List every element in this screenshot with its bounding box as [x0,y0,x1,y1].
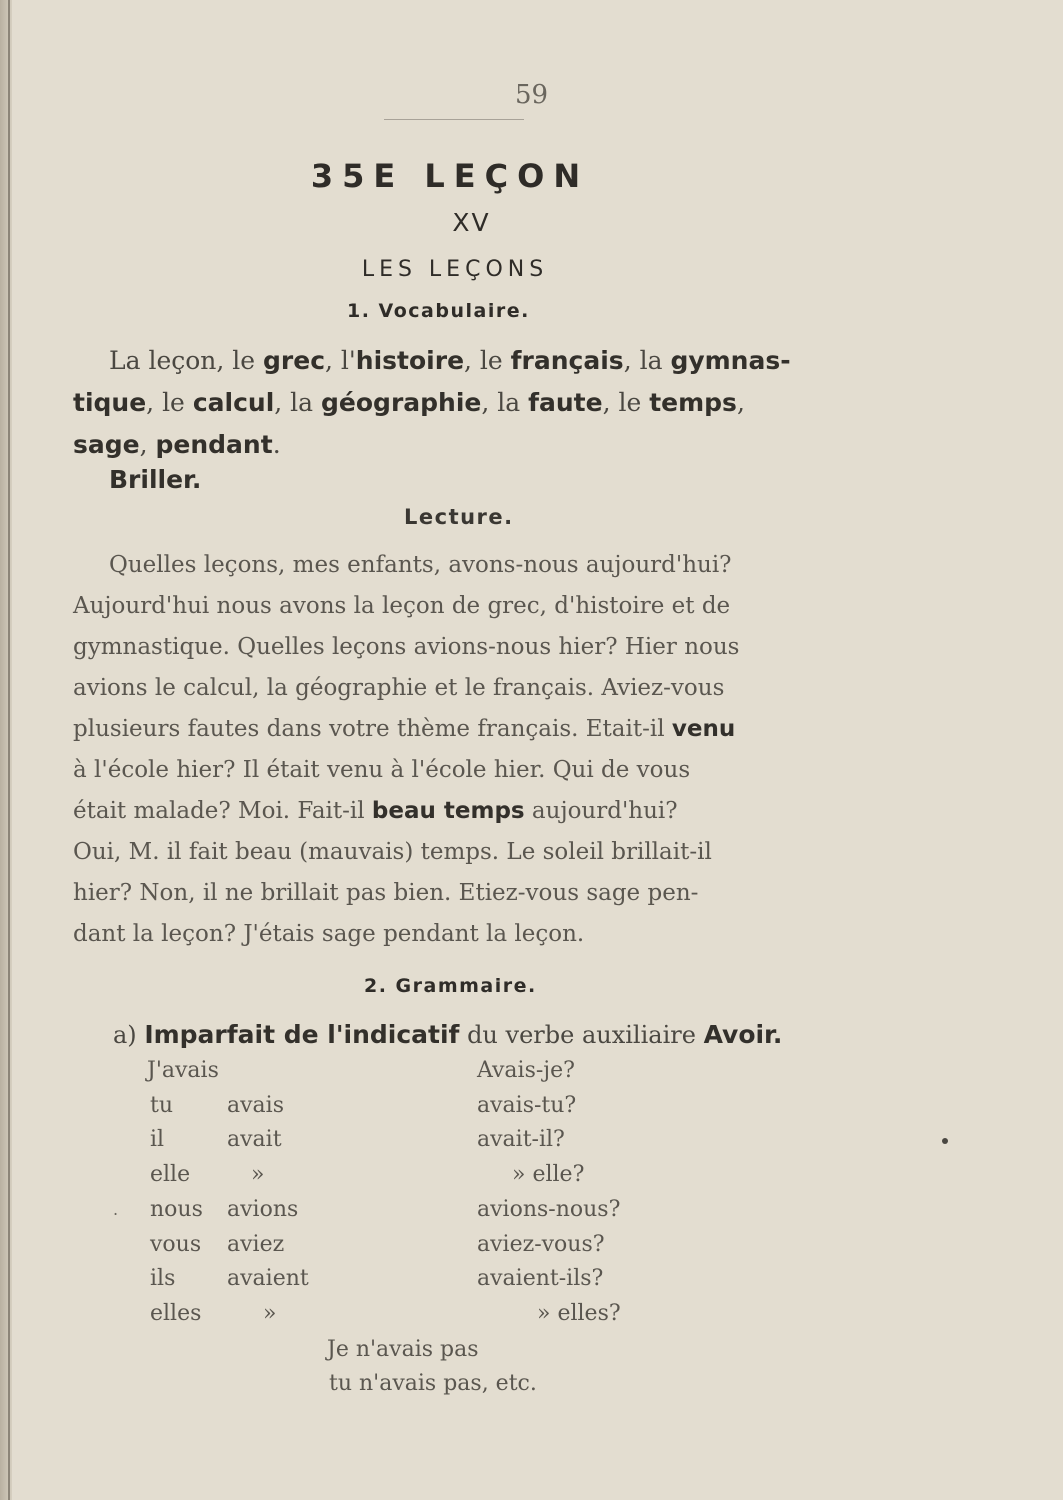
vocab-word: calcul [192,388,275,417]
conj-negative: tu n'avais pas, etc. [329,1371,537,1396]
conj-pronoun: il [150,1127,165,1152]
vocab-verb: Briller. [109,465,202,494]
reading-bold-word: beau temps [371,798,525,824]
lesson-title: 35E LEÇON [310,157,590,195]
reading-line: Quelles leçons, mes enfants, avons-nous aujourd'hui? [109,552,732,578]
conj-verb: » [263,1301,277,1326]
section-grammar-heading: 2. Grammaire. [364,975,537,997]
vocab-word: géographie [321,388,482,417]
grammar-text: du verbe auxiliaire [459,1021,704,1049]
conj-interrogative: » elles? [537,1301,621,1326]
print-dot [942,1138,948,1144]
grammar-verb: Avoir. [703,1020,783,1049]
vocab-word: pendant [155,430,273,459]
conj-pronoun: tu [150,1093,174,1118]
vocab-text: La leçon, le [109,346,264,375]
vocab-word: sage [73,430,140,459]
vocab-word: faute [528,388,603,417]
conj-negative: Je n'avais pas [327,1337,479,1362]
reading-paragraph [73,545,848,955]
chapter-title: LES LEÇONS [361,257,549,282]
reading-line: était malade? Moi. Fait-il [73,798,372,824]
reading-line: avions le calcul, la géographie et le français. Aviez-vous [73,675,725,701]
conj-pronoun: nous [150,1197,203,1222]
vocabulary-paragraph [73,340,848,466]
reading-line: dant la leçon? J'étais sage pendant la leçon. [73,921,585,947]
conj-verb: avais [227,1093,284,1118]
reading-bold-word: venu [671,716,736,742]
reading-line: gymnastique. Quelles leçons avions-nous hier? Hier nous [73,634,740,660]
conj-pronoun: elle [150,1162,191,1187]
conj-pronoun: ils [150,1266,176,1291]
lecture-heading: Lecture. [404,505,514,529]
vocab-text: , la [481,388,529,417]
header-rule [384,119,524,120]
section-vocabulary-heading: 1. Vocabulaire. [347,300,530,322]
reading-line: à l'école hier? Il était venu à l'école hier. Qui de vous [73,757,691,783]
conj-interrogative: avaient-ils? [477,1266,604,1291]
vocab-text: , [736,388,745,417]
reading-line: hier? Non, il ne brillait pas bien. Etiez-vous sage pen- [73,880,699,906]
grammar-subheading [113,1020,782,1049]
conj-verb: » [251,1162,265,1187]
conj-verb: avait [227,1127,282,1152]
vocab-text: , le [464,346,511,375]
conj-pronoun: vous [150,1232,202,1257]
conj-verb: aviez [227,1232,285,1257]
conj-interrogative: avais-tu? [477,1093,577,1118]
vocab-word: grec [263,346,326,375]
conj-pronoun: elles [150,1301,202,1326]
reading-line: Aujourd'hui nous avons la leçon de grec, d'histoire et de [73,593,731,619]
reading-line: plusieurs fautes dans votre thème français. Etait-il [73,716,672,742]
conj-interrogative: aviez-vous? [477,1232,605,1257]
conj-interrogative: avions-nous? [477,1197,621,1222]
lesson-roman-numeral: XV [452,208,491,237]
vocab-word: histoire [355,346,465,375]
vocab-text: , le [602,388,650,417]
print-speck: . [113,1200,119,1219]
vocab-text: , la [274,388,322,417]
reading-line: aujourd'hui? [524,798,678,824]
conj-interrogative: » elle? [512,1162,585,1187]
vocab-word: temps [649,388,737,417]
conj-verb: avaient [227,1266,309,1291]
grammar-topic: Imparfait de l'indicatif [144,1020,460,1049]
conj-interrogative: avait-il? [477,1127,565,1152]
vocab-text: , [139,430,156,459]
conj-interrogative: Avais-je? [477,1058,575,1083]
vocab-text: , l' [325,346,356,375]
vocab-word: gymnas- [670,346,791,375]
conj-verb: avions [227,1197,299,1222]
vocab-text: , le [146,388,193,417]
vocab-word: français [510,346,624,375]
grammar-item-label: a) [113,1021,137,1049]
page-number: 59 [514,80,549,110]
conj-pronoun: J'avais [147,1058,219,1083]
vocab-word: tique [73,388,147,417]
reading-line: Oui, M. il fait beau (mauvais) temps. Le soleil brillait-il [73,839,712,865]
vocab-text: , la [623,346,671,375]
vocab-text: . [272,430,281,459]
